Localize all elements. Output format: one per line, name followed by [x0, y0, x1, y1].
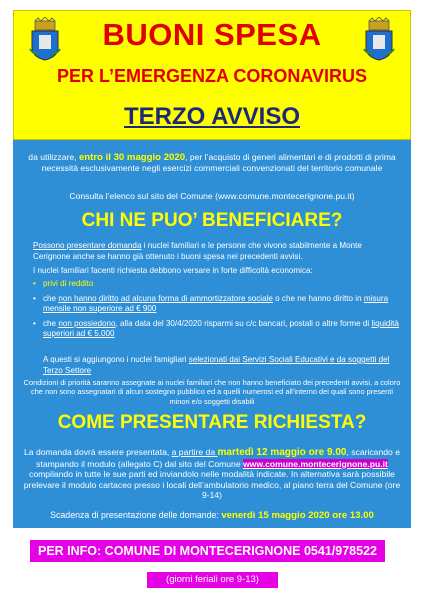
who-paragraph-1 — [33, 241, 399, 262]
intro-text-2: , per l’acquisto di generi alimentari e di prodotti di prima necessità esclusivamente negli esercizi commerciali convenzionati del territorio comunale — [41, 152, 396, 173]
deadline-highlight: entro il 30 maggio 2020 — [78, 152, 186, 163]
bullet-marker: • — [33, 318, 36, 328]
deadline-label: Scadenza di presentazione delle domande: — [50, 510, 222, 520]
bullet-text: privi di reddito — [43, 279, 94, 288]
list-item — [33, 294, 399, 315]
who-paragraph-2: I nuclei familiari facenti richiesta debbono versare in forte difficoltà economica: — [33, 266, 313, 275]
deadline-value: venerdì 15 maggio 2020 ore 13.00 — [221, 510, 374, 521]
deadline-line — [21, 510, 403, 521]
notice-label: TERZO AVVISO — [123, 103, 300, 130]
priority-conditions: Condizioni di priorità saranno assegnate ai nuclei familiari che non hanno beneficiato dei precedenti avvisi, a coloro che non sono assegnatari di alcun sostegno pubblico ed a quelli numerosi ed all’interno dei quali sono presenti minori e/o soggetti disabili — [23, 378, 401, 406]
info-panel — [13, 140, 411, 528]
bullet-underlined: non hanno diritto ad alcuna forma di ammortizzatore sociale — [58, 293, 273, 303]
bullet-marker: • — [33, 279, 36, 288]
header-banner — [13, 10, 411, 140]
how-text-2: a partire da — [171, 447, 218, 457]
page-subtitle: PER L’EMERGENZA CORONAVIRUS — [56, 66, 368, 86]
eligibility-list — [33, 279, 399, 344]
who-p1-underlined: Possono presentare domanda — [33, 241, 142, 250]
bullet-marker: • — [33, 293, 36, 303]
how-text-4: compilando in tutte le sue parti ed inviandolo nelle modalità indicate. In alternativa sarà possibile prelevare il modulo cartaceo presso i locali dell’ambulatorio medico, al piano terra del Comune (ore 9-14) — [23, 469, 401, 501]
how-text — [21, 447, 403, 501]
who-heading: CHI NE PUO’ BENEFICIARE? — [81, 210, 343, 231]
bullet-text: o che ne hanno diritto in — [272, 293, 364, 303]
who-p1-rest: i nuclei familiari e le persone che vivono stabilmente a Monte Cerignone anche se hanno già ottenuto i buoni spesa nei precedenti avvisi. — [33, 241, 362, 261]
list-item — [33, 319, 399, 340]
bullet-underlined: non possiedono — [58, 318, 116, 328]
website-link[interactable]: www.comune.montecerignone.pu.it — [243, 458, 388, 469]
aggiunta-underlined: selezionati dai Servizi Sociali Educativi e da soggetti del Terzo Settore — [43, 355, 390, 375]
info-contact-banner: PER INFO: COMUNE DI MONTECERIGNONE 0541/978522 — [30, 540, 385, 562]
bullet-text: che — [43, 318, 59, 328]
bullet-text: che — [43, 293, 59, 303]
additional-beneficiaries — [43, 355, 399, 376]
aggiunta-text: A questi si aggiungono i nuclei famigliari — [43, 355, 189, 364]
bullet-underlined: misura mensile non superiore ad € 900 — [43, 293, 389, 313]
how-heading: COME PRESENTARE RICHIESTA? — [57, 412, 367, 433]
start-date-highlight: martedì 12 maggio ore 9.00 — [217, 447, 347, 458]
how-text-1: La domanda dovrà essere presentata, — [24, 447, 172, 457]
how-text-3: , scaricando e stampando il modulo (allegato C) dal sito del Comune — [36, 447, 400, 469]
bullet-text: , alla data del 30/4/2020 risparmi su c/c bancari, postali o altre forme di — [115, 318, 372, 328]
page-title: BUONI SPESA — [102, 17, 322, 52]
consulta-text: Consulta l’elenco sul sito del Comune (www.comune.montecerignone.pu.it) — [69, 191, 355, 201]
office-hours-badge: (giorni feriali ore 9-13) — [147, 572, 278, 588]
intro-text — [21, 152, 403, 174]
bullet-underlined: liquidità superiori ad € 5.000 — [43, 318, 399, 338]
list-item — [33, 279, 399, 290]
intro-text-1: da utilizzare, — [28, 152, 79, 162]
